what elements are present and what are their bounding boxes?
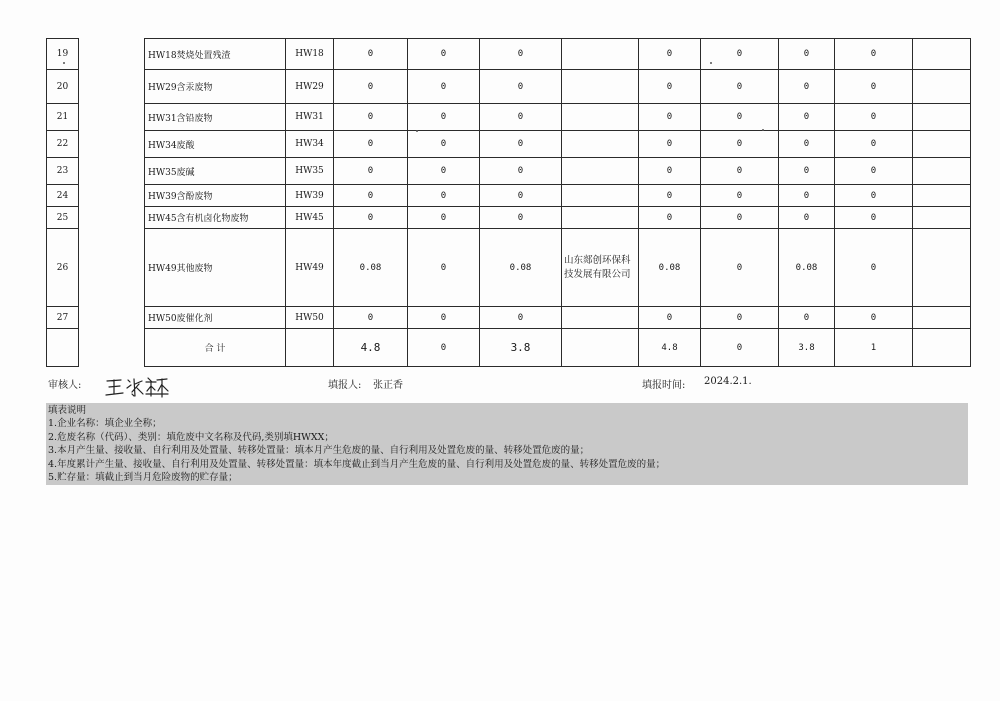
total-row [47,329,971,367]
cell-value: 0 [639,185,701,207]
instruction-item: 1.企业名称：填企业全称； [48,418,162,430]
empty-cell [913,70,971,104]
cell-value: 0 [701,39,779,70]
empty-cell [913,131,971,158]
empty-cell [913,307,971,329]
cell-value: 0.08 [480,229,562,307]
signature-row [48,376,968,394]
table-row [47,185,971,207]
instructions-title: 填表说明 [48,405,87,416]
cell-value: 0 [639,70,701,104]
row-number: 20 [47,70,79,104]
table-row [47,229,971,307]
disposal-company [562,185,639,207]
table-row [47,70,971,104]
disposal-company [562,70,639,104]
filler-name: 张正香 [373,380,403,391]
cell-value: 0 [639,307,701,329]
cell-value: 0 [334,307,408,329]
table-row [47,307,971,329]
empty-cell [913,229,971,307]
cell-value: 0 [480,39,562,70]
total-value: 3.8 [779,329,835,367]
empty-cell [913,185,971,207]
total-value: 1 [835,329,913,367]
cell-value: 0 [334,207,408,229]
row-number: 22 [47,131,79,158]
cell-value: 0 [701,131,779,158]
empty-cell [913,158,971,185]
row-number: 19 [47,39,79,70]
total-value: 0 [701,329,779,367]
instruction-item: 4.年度累计产生量、接收量、自行利用及处置量、转移处置量：填本年度截止到当月产生危废的量、自行利用及处置危废的量、转移处置危废的量； [48,458,666,470]
waste-name: HW31含铅废物 [145,104,286,131]
row-number: 24 [47,185,79,207]
cell-value: 0 [334,70,408,104]
cell-value: 0 [480,104,562,131]
table-body [47,39,971,367]
empty-cell [286,329,334,367]
cell-value: 0 [408,70,480,104]
waste-name: HW34废酸 [145,131,286,158]
cell-value: 0 [701,158,779,185]
cell-value: 0 [408,158,480,185]
empty-cell [913,329,971,367]
disposal-company [562,307,639,329]
waste-name: HW39含酚废物 [145,185,286,207]
waste-code: HW50 [286,307,334,329]
cell-value: 0 [480,70,562,104]
empty-cell [562,329,639,367]
cell-value: 0 [835,104,913,131]
table-row [47,158,971,185]
cell-value: 0 [835,39,913,70]
total-label: 合 计 [145,329,286,367]
row-number: 25 [47,207,79,229]
waste-code: HW34 [286,131,334,158]
category-column [79,39,145,367]
total-value: 3.8 [480,329,562,367]
cell-value: 0 [408,104,480,131]
waste-code: HW49 [286,229,334,307]
row-number: 21 [47,104,79,131]
waste-name: HW18焚烧处置残渣 [145,39,286,70]
disposal-company [562,104,639,131]
cell-value: 0 [835,229,913,307]
scan-speck [63,62,65,64]
cell-value: 0 [701,207,779,229]
cell-value: 0 [701,229,779,307]
cell-value: 0 [835,307,913,329]
total-value: 4.8 [639,329,701,367]
cell-value: 0 [835,185,913,207]
scan-speck [710,62,712,64]
table-row [47,39,971,70]
cell-value: 0 [835,207,913,229]
reviewer-handwritten-signature [104,372,170,400]
empty-cell [913,104,971,131]
cell-value: 0 [334,104,408,131]
cell-value: 0 [835,158,913,185]
disposal-company [562,207,639,229]
waste-code: HW35 [286,158,334,185]
cell-value: 0 [701,307,779,329]
cell-value: 0 [779,131,835,158]
cell-value: 0 [480,207,562,229]
cell-value: 0.08 [334,229,408,307]
cell-value: 0 [334,158,408,185]
cell-value: 0 [639,131,701,158]
instruction-item: 5.贮存量：填截止到当月危险废物的贮存量； [48,472,238,484]
total-value: 4.8 [334,329,408,367]
cell-value: 0 [408,307,480,329]
cell-value: 0 [779,158,835,185]
cell-value: 0 [779,307,835,329]
cell-value: 0 [701,185,779,207]
waste-name: HW49其他废物 [145,229,286,307]
hazardous-waste-table [46,38,971,367]
cell-value: 0 [779,70,835,104]
filler-label: 填报人: [328,380,362,391]
reviewer-label: 审核人: [48,380,82,391]
instruction-item: 2.危废名称（代码）、类别：填危废中文名称及代码,类别填HWXX； [48,431,334,443]
date-label: 填报时间: [642,380,686,391]
cell-value: 0 [408,131,480,158]
cell-value: 0 [408,229,480,307]
empty-cell [913,39,971,70]
row-number: 23 [47,158,79,185]
cell-value: 0 [701,104,779,131]
cell-value: 0 [334,131,408,158]
waste-code: HW29 [286,70,334,104]
waste-code: HW45 [286,207,334,229]
cell-value: 0 [334,185,408,207]
scan-speck [416,130,418,132]
cell-value: 0 [334,39,408,70]
cell-value: 0 [480,131,562,158]
empty-cell [913,207,971,229]
cell-value: 0.08 [639,229,701,307]
disposal-company [562,39,639,70]
row-number [47,329,79,367]
waste-name: HW45含有机卤化物废物 [145,207,286,229]
waste-code: HW39 [286,185,334,207]
cell-value: 0 [480,185,562,207]
table-row [47,104,971,131]
disposal-company [562,158,639,185]
waste-name: HW50废催化剂 [145,307,286,329]
cell-value: 0 [639,104,701,131]
cell-value: 0 [480,158,562,185]
cell-value: 0 [835,131,913,158]
instructions-panel [46,403,968,485]
row-number: 27 [47,307,79,329]
cell-value: 0 [835,70,913,104]
cell-value: 0 [779,39,835,70]
table-row [47,207,971,229]
table-row [47,131,971,158]
waste-code: HW18 [286,39,334,70]
date-value: 2024.2.1. [704,376,752,387]
disposal-company: 山东郯创环保科技发展有限公司 [562,229,639,307]
cell-value: 0 [408,185,480,207]
cell-value: 0 [639,158,701,185]
cell-value: 0 [779,207,835,229]
scan-speck [762,129,764,131]
cell-value: 0 [779,185,835,207]
waste-code: HW31 [286,104,334,131]
cell-value: 0 [408,207,480,229]
disposal-company [562,131,639,158]
cell-value: 0 [701,70,779,104]
waste-name: HW29含汞废物 [145,70,286,104]
instruction-item: 3.本月产生量、接收量、自行利用及处置量、转移处置量：填本月产生危废的量、自行利用及处置危废的量、转移处置危废的量； [48,445,590,457]
cell-value: 0 [639,207,701,229]
total-value: 0 [408,329,480,367]
cell-value: 0 [639,39,701,70]
cell-value: 0 [779,104,835,131]
row-number: 26 [47,229,79,307]
waste-name: HW35废碱 [145,158,286,185]
cell-value: 0.08 [779,229,835,307]
cell-value: 0 [480,307,562,329]
cell-value: 0 [408,39,480,70]
